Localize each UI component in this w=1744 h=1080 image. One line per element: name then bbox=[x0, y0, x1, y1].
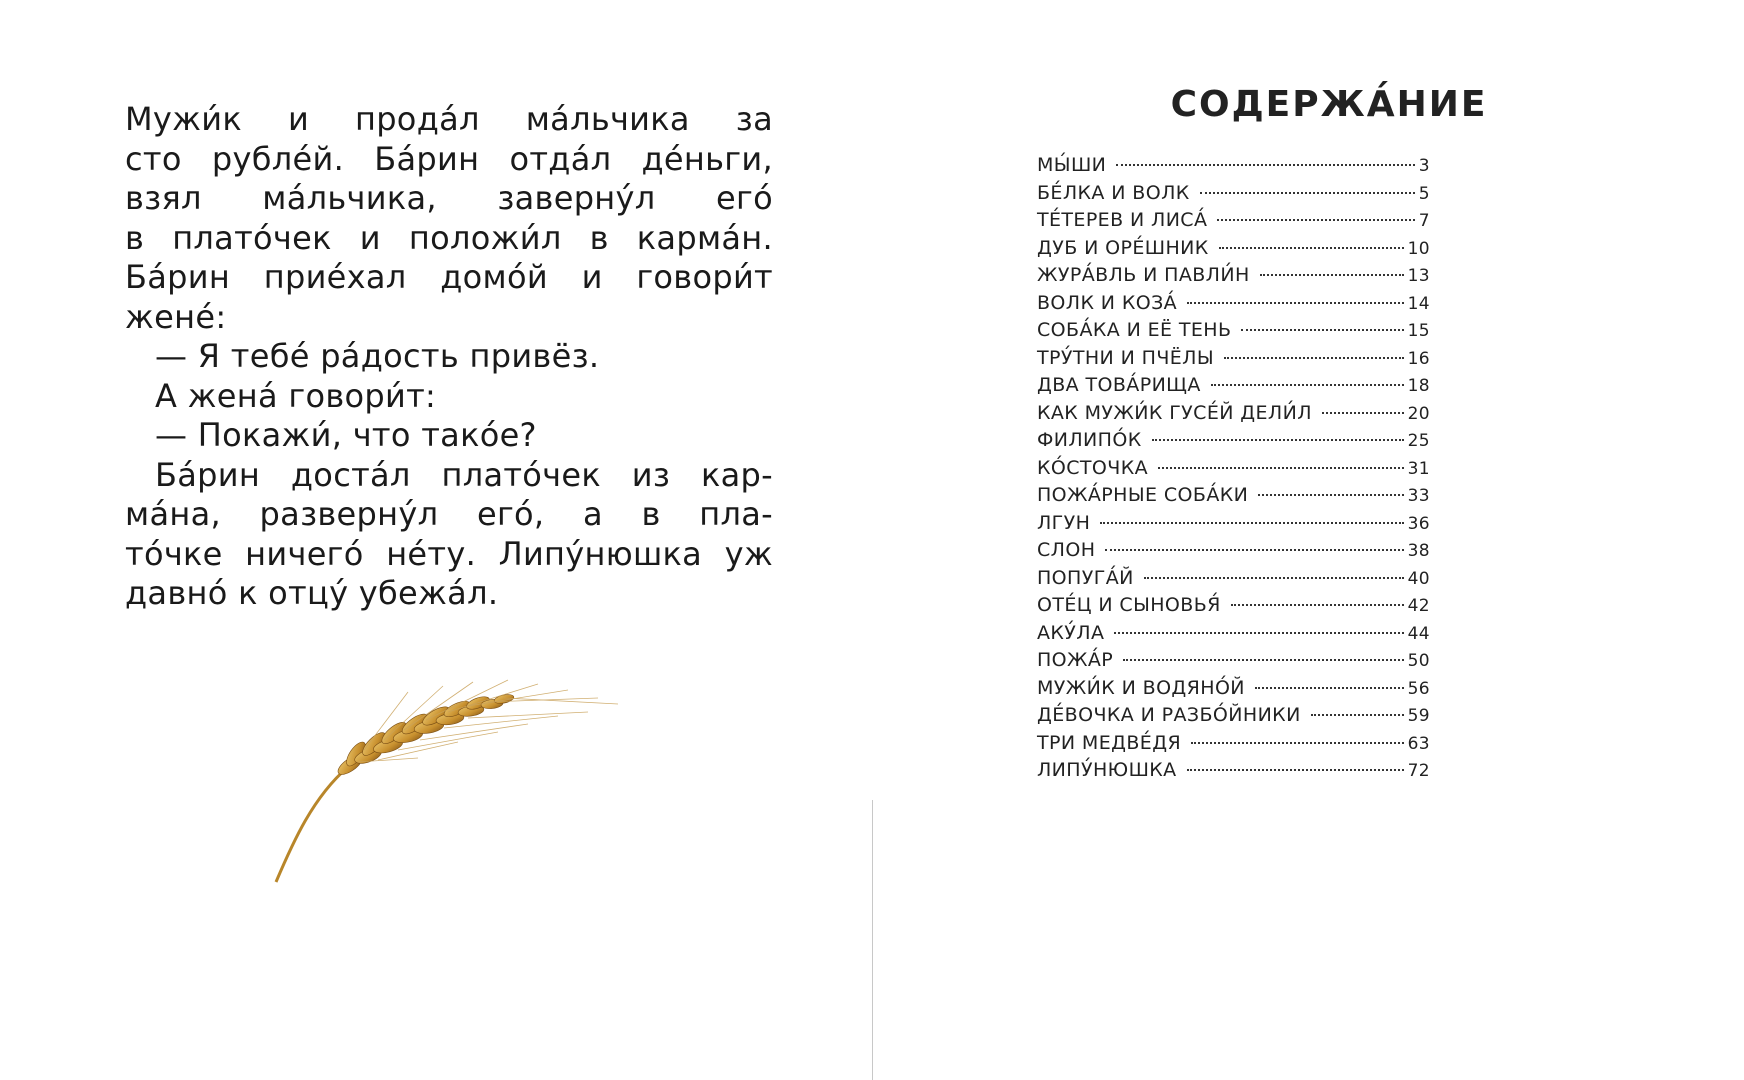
toc-entry-title: ФИЛИПО́К bbox=[1037, 429, 1142, 451]
toc-entry bbox=[1037, 620, 1430, 648]
toc-entry-page: 44 bbox=[1407, 623, 1430, 644]
story-line: Мужи́к и прода́л ма́льчика за bbox=[125, 100, 773, 138]
toc-entry-page: 25 bbox=[1407, 431, 1430, 451]
toc-entry-page: 10 bbox=[1407, 238, 1430, 259]
toc-entry bbox=[1037, 565, 1430, 593]
story-line: то́чке ничего́ не́ту. Липу́нюшка уж bbox=[125, 534, 773, 573]
toc-leader-dots bbox=[1100, 522, 1403, 524]
toc-entry-title: АКУ́ЛА bbox=[1037, 621, 1105, 644]
toc-entry-title: КАК МУЖИ́К ГУСЕ́Й ДЕЛИ́Л bbox=[1037, 401, 1312, 424]
toc-leader-dots bbox=[1311, 714, 1404, 716]
story-line: А жена́ говори́т: bbox=[155, 376, 437, 415]
toc-entry-page: 18 bbox=[1407, 376, 1430, 396]
toc-entry bbox=[1037, 675, 1430, 703]
toc-entry-page: 3 bbox=[1418, 156, 1430, 176]
toc-entry bbox=[1037, 400, 1430, 428]
toc-leader-dots bbox=[1191, 742, 1404, 744]
toc-leader-dots bbox=[1322, 412, 1404, 414]
toc-entry bbox=[1037, 235, 1430, 263]
toc-leader-dots bbox=[1158, 467, 1404, 469]
toc-entry-page: 36 bbox=[1407, 513, 1430, 534]
toc-entry bbox=[1037, 290, 1430, 318]
toc-entry-page: 59 bbox=[1407, 706, 1430, 726]
toc-entry bbox=[1037, 152, 1430, 180]
toc-entry-title: ОТЕ́Ц И СЫНОВЬЯ́ bbox=[1037, 594, 1221, 616]
toc-entry-page: 16 bbox=[1407, 348, 1430, 369]
toc-title: СОДЕРЖА́НИЕ bbox=[1170, 84, 1488, 125]
story-line: взял ма́льчика, заверну́л его́ bbox=[125, 179, 773, 217]
toc-entry-title: ПОЖА́РНЫЕ СОБА́КИ bbox=[1037, 484, 1249, 506]
story-line: ма́на, разверну́л его́, а в пла- bbox=[125, 495, 773, 533]
toc-entry-title: ЛГУН bbox=[1037, 511, 1091, 534]
toc-entry bbox=[1037, 537, 1430, 565]
toc-leader-dots bbox=[1152, 439, 1404, 441]
toc-entry-page: 31 bbox=[1407, 458, 1430, 479]
story-line: Ба́рин прие́хал домо́й и говори́т bbox=[125, 258, 773, 296]
toc-entry-page: 42 bbox=[1407, 596, 1430, 616]
story-text bbox=[125, 100, 773, 614]
toc-entry bbox=[1037, 455, 1430, 483]
toc-leader-dots bbox=[1241, 329, 1403, 331]
toc-entry-title: ВОЛК И КОЗА́ bbox=[1037, 291, 1178, 314]
toc-entry-page: 14 bbox=[1407, 293, 1430, 314]
toc-leader-dots bbox=[1105, 549, 1403, 551]
toc-leader-dots bbox=[1116, 164, 1414, 166]
right-page bbox=[874, 0, 1744, 1080]
toc-leader-dots bbox=[1211, 384, 1404, 386]
toc-entry bbox=[1037, 317, 1430, 345]
toc-leader-dots bbox=[1114, 632, 1403, 634]
toc-leader-dots bbox=[1200, 192, 1415, 194]
toc-entry bbox=[1037, 730, 1430, 758]
toc-entry-title: СОБА́КА И ЕЁ ТЕНЬ bbox=[1037, 319, 1232, 341]
toc-entry-page: 7 bbox=[1418, 211, 1430, 231]
story-line: — Покажи́, что тако́е? bbox=[155, 416, 537, 454]
toc-entry-page: 15 bbox=[1407, 321, 1430, 341]
toc-entry bbox=[1037, 647, 1430, 675]
toc-leader-dots bbox=[1123, 659, 1403, 661]
toc-entry-title: ЛИПУ́НЮШКА bbox=[1037, 759, 1177, 781]
toc-entry-page: 13 bbox=[1407, 266, 1430, 286]
toc-leader-dots bbox=[1144, 577, 1404, 579]
page-fold bbox=[872, 800, 873, 1080]
toc-entry-title: ДВА ТОВА́РИЩА bbox=[1037, 374, 1201, 396]
toc-entry-title: СЛОН bbox=[1037, 539, 1096, 561]
toc-entry bbox=[1037, 207, 1430, 235]
toc-entry-title: ТРУ́ТНИ И ПЧЁЛЫ bbox=[1037, 346, 1215, 369]
toc-entry-page: 50 bbox=[1407, 651, 1430, 671]
story-line: — Я тебе́ ра́дость привёз. bbox=[155, 337, 600, 375]
toc-leader-dots bbox=[1231, 604, 1404, 606]
toc-entry bbox=[1037, 592, 1430, 620]
toc-entry bbox=[1037, 345, 1430, 373]
toc-entry-page: 56 bbox=[1407, 678, 1430, 699]
toc-entry-title: ЖУРА́ВЛЬ И ПАВЛИ́Н bbox=[1037, 264, 1250, 286]
wheat-ear-icon bbox=[268, 672, 628, 892]
toc-entry-title: ДЕ́ВОЧКА И РАЗБО́ЙНИКИ bbox=[1037, 704, 1301, 726]
table-of-contents bbox=[1037, 152, 1430, 785]
toc-entry-page: 63 bbox=[1407, 733, 1430, 754]
toc-entry-page: 40 bbox=[1407, 568, 1430, 589]
toc-entry-title: ПОПУГА́Й bbox=[1037, 566, 1134, 589]
toc-entry bbox=[1037, 702, 1430, 730]
toc-entry-title: КО́СТОЧКА bbox=[1037, 456, 1148, 479]
toc-entry bbox=[1037, 427, 1430, 455]
toc-leader-dots bbox=[1224, 357, 1404, 359]
story-line: давно́ к отцу́ убежа́л. bbox=[125, 574, 499, 612]
toc-entry-page: 38 bbox=[1407, 541, 1430, 561]
toc-leader-dots bbox=[1187, 302, 1403, 304]
toc-entry-title: ПОЖА́Р bbox=[1037, 649, 1114, 671]
toc-leader-dots bbox=[1187, 769, 1404, 771]
toc-leader-dots bbox=[1260, 274, 1404, 276]
toc-entry-page: 72 bbox=[1407, 761, 1430, 781]
toc-entry bbox=[1037, 372, 1430, 400]
toc-entry bbox=[1037, 262, 1430, 290]
toc-entry bbox=[1037, 757, 1430, 785]
toc-entry-title: ТРИ МЕДВЕ́ДЯ bbox=[1037, 731, 1182, 754]
story-line: жене́: bbox=[125, 297, 227, 336]
story-line: в плато́чек и положи́л в карма́н. bbox=[125, 218, 773, 257]
story-line: Ба́рин доста́л плато́чек из кар- bbox=[155, 455, 773, 494]
toc-entry-title: МЫ́ШИ bbox=[1037, 154, 1107, 176]
toc-entry-title: БЕ́ЛКА И ВОЛК bbox=[1037, 181, 1190, 204]
story-line: сто рубле́й. Ба́рин отда́л де́ньги, bbox=[125, 139, 773, 178]
toc-entry-title: ТЕ́ТЕРЕВ И ЛИСА́ bbox=[1037, 209, 1208, 231]
toc-leader-dots bbox=[1258, 494, 1403, 496]
toc-entry-page: 5 bbox=[1418, 183, 1430, 204]
toc-entry-page: 20 bbox=[1407, 403, 1430, 424]
toc-leader-dots bbox=[1219, 247, 1404, 249]
toc-leader-dots bbox=[1217, 219, 1414, 221]
toc-entry-title: ДУБ И ОРЕ́ШНИК bbox=[1037, 236, 1209, 259]
toc-leader-dots bbox=[1255, 687, 1404, 689]
toc-entry bbox=[1037, 510, 1430, 538]
toc-entry bbox=[1037, 482, 1430, 510]
toc-entry-page: 33 bbox=[1407, 486, 1430, 506]
toc-entry bbox=[1037, 180, 1430, 208]
toc-entry-title: МУЖИ́К И ВОДЯНО́Й bbox=[1037, 676, 1245, 699]
